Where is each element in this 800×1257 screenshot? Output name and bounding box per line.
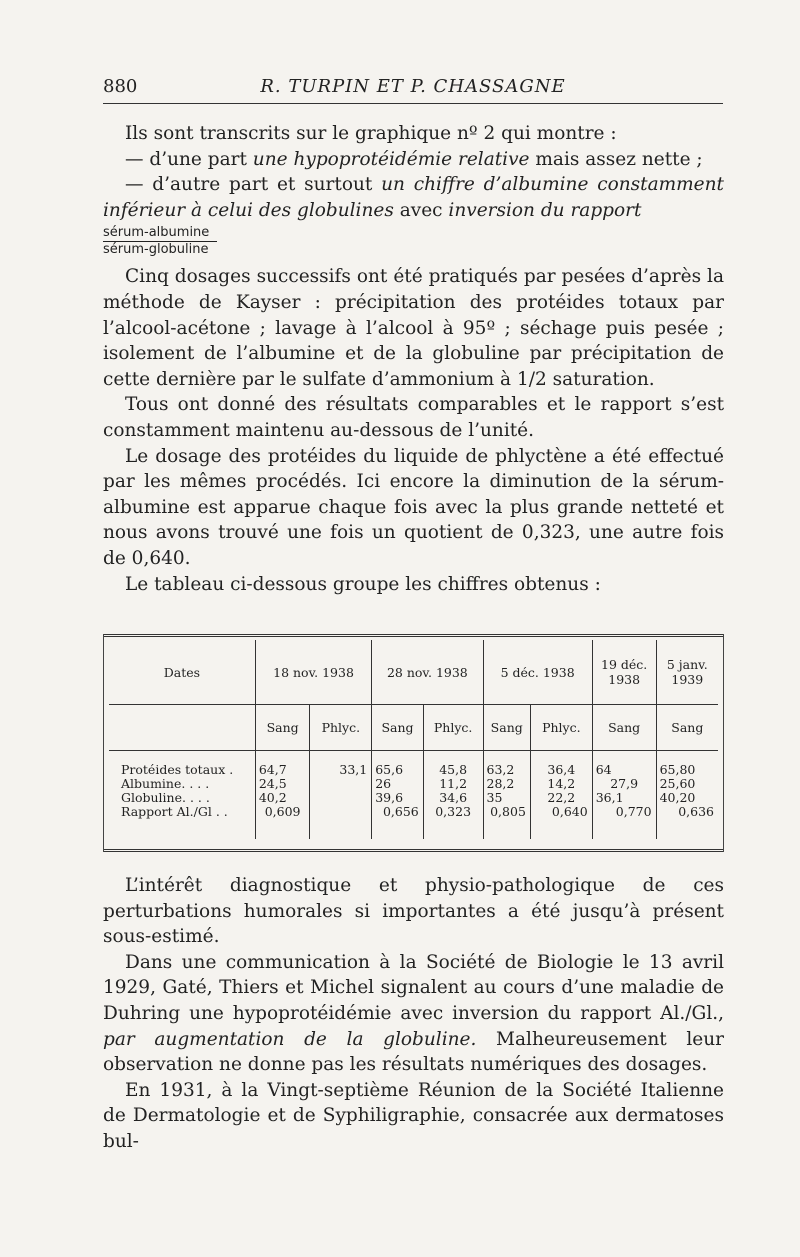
table-cell: 0,770 xyxy=(592,805,656,839)
paragraph: Ils sont transcrits sur le graphique nº 2 qui montre : xyxy=(125,123,617,144)
date-col-header: 5 janv. 1939 xyxy=(656,640,718,705)
fraction-numerator: sérum-albumine xyxy=(103,225,217,242)
table-cell: 26 xyxy=(372,777,424,791)
body-text-top xyxy=(103,121,724,597)
body-text-bottom xyxy=(103,873,724,1155)
sub-header: Sang xyxy=(372,705,424,751)
table-cell: 36,4 xyxy=(530,751,592,778)
results-table-frame xyxy=(103,634,724,852)
page-header xyxy=(103,70,723,106)
text-run: Dans une communication à la Société de Biologie le 13 avril 1929, Gaté, Thiers et Michel signalent au cours d’une maladie de Duhring une hypoprotéidémie avec inversion du rapport Al./Gl., xyxy=(103,951,724,1024)
running-head: R. TURPIN ET P. CHASSAGNE xyxy=(260,76,566,97)
paragraph xyxy=(103,147,724,173)
table-cell: 0,805 xyxy=(483,805,530,839)
table-row xyxy=(109,791,718,805)
sub-header: Phlyc. xyxy=(310,705,372,751)
paragraph: Le tableau ci-dessous groupe les chiffres obtenus : xyxy=(125,573,601,595)
table-cell: 64 xyxy=(592,751,656,778)
table-cell: 65,80 xyxy=(656,751,718,778)
sub-header: Phlyc. xyxy=(530,705,592,751)
table-cell: 40,20 xyxy=(656,791,718,805)
sub-header: Sang xyxy=(592,705,656,751)
paragraph: Le dosage des protéides du liquide de phlyctène a été effectué par les mêmes procédés. Ici encore la diminution de la sérum-albumine est apparue chaque fois avec la plus grande netteté et nous avons trouvé une fois un quotient de 0,323, une autre fois de 0,640. xyxy=(103,445,724,569)
table-cell: 64,7 xyxy=(255,751,310,778)
table-row xyxy=(109,805,718,839)
row-label: Protéides totaux . xyxy=(121,762,234,777)
table-cell: 34,6 xyxy=(423,791,483,805)
paragraph: Cinq dosages successifs ont été pratiqués par pesées d’après la méthode de Kayser : précipitation des protéides totaux par l’alcool-acétone ; lavage à l’alcool à 95º ; séchage puis pesée ; isolement de l’albumine et de la globuline par précipitation de cette dernière par le sulfate d’ammonium à 1/2 saturation. xyxy=(103,266,724,390)
fraction-denominator: sérum-globuline xyxy=(103,242,209,258)
row-label: Globuline. . . . xyxy=(121,790,210,805)
paragraph xyxy=(103,950,724,1078)
paragraph: Tous ont donné des résultats comparables et le rapport s’est constamment maintenu au-dessous de l’unité. xyxy=(103,394,724,441)
date-col-header: 18 nov. 1938 xyxy=(255,640,371,705)
table-cell: 0,636 xyxy=(656,805,718,839)
table-cell: 24,5 xyxy=(255,777,310,791)
table-row xyxy=(109,777,718,791)
date-col-header: 19 déc. 1938 xyxy=(592,640,656,705)
table-cell: 28,2 xyxy=(483,777,530,791)
row-label: Rapport Al./Gl . . xyxy=(121,804,228,819)
header-rule xyxy=(103,103,723,104)
table-cell xyxy=(310,791,372,805)
text-run: Malheureusement leur observation ne donne pas les résultats numériques des dosages. xyxy=(103,1028,724,1076)
table-cell: 0,323 xyxy=(423,805,483,839)
table-cell: 63,2 xyxy=(483,751,530,778)
table-cell: 33,1 xyxy=(310,751,372,778)
table-cell: 14,2 xyxy=(530,777,592,791)
table-cell xyxy=(310,805,372,839)
sub-header: Sang xyxy=(483,705,530,751)
sub-header: Sang xyxy=(255,705,310,751)
paragraph: L’intérêt diagnostique et physio-pathologique de ces perturbations humorales si importantes a été jusqu’à présent sous-estimé. xyxy=(103,875,724,948)
paragraph xyxy=(103,172,724,223)
sub-header: Phlyc. xyxy=(423,705,483,751)
text-run: avec xyxy=(393,199,449,221)
table-bottom-rule xyxy=(103,849,724,852)
ratio-fraction xyxy=(103,225,724,258)
table-cell: 35 xyxy=(483,791,530,805)
emphasis-text: inversion du rapport xyxy=(448,199,642,221)
table-right-rule xyxy=(723,634,724,852)
emphasis-text: une hypoprotéidémie relative xyxy=(252,148,530,170)
text-run: mais assez nette ; xyxy=(529,148,703,170)
empty-header-cell xyxy=(109,705,255,751)
table-cell: 65,6 xyxy=(372,751,424,778)
date-col-header: 28 nov. 1938 xyxy=(372,640,483,705)
paragraph: En 1931, à la Vingt-septième Réunion de la Société Italienne de Dermatologie et de Syphiligraphie, consacrée aux dermatoses bul- xyxy=(103,1079,724,1152)
table-cell: 40,2 xyxy=(255,791,310,805)
text-run: — d’une part xyxy=(125,148,253,170)
table-cell: 0,609 xyxy=(255,805,310,839)
table-cell: 11,2 xyxy=(423,777,483,791)
emphasis-text: un chiffre d’albumine constamment inférieur à celui des globulines xyxy=(103,174,724,221)
emphasis-text: par augmentation de la globuline. xyxy=(103,1028,477,1050)
table-cell: 0,640 xyxy=(530,805,592,839)
table-top-rule xyxy=(103,634,724,637)
text-run: — d’autre part et surtout xyxy=(125,174,382,196)
table-row xyxy=(109,751,718,778)
date-col-header: 5 déc. 1938 xyxy=(483,640,592,705)
table-cell: 39,6 xyxy=(372,791,424,805)
table-left-rule xyxy=(103,634,104,852)
table-cell: 25,60 xyxy=(656,777,718,791)
table-cell: 27,9 xyxy=(592,777,656,791)
results-table xyxy=(109,640,718,839)
page-number: 880 xyxy=(103,76,138,97)
table-cell: 0,656 xyxy=(372,805,424,839)
table-cell xyxy=(310,777,372,791)
row-label: Albumine. . . . xyxy=(121,776,210,791)
table-cell: 36,1 xyxy=(592,791,656,805)
table-cell: 45,8 xyxy=(423,751,483,778)
sub-header: Sang xyxy=(656,705,718,751)
dates-header: Dates xyxy=(109,640,255,705)
table-cell: 22,2 xyxy=(530,791,592,805)
